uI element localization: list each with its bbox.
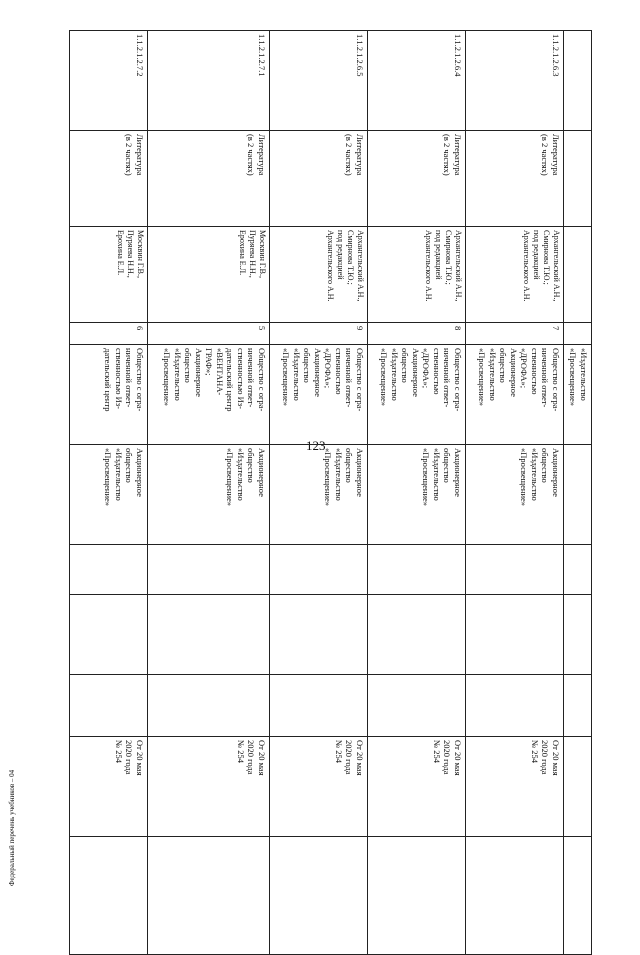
cell-authors: Архангельский А.Н., Смирнова Т.Ю.; под редакцией Архангельского А.Н.	[368, 227, 466, 323]
cell-grade: 8	[368, 323, 466, 345]
cell-order: От 20 мая 2020 года № 254	[148, 737, 270, 837]
textbook-table-rotated	[70, 30, 592, 854]
cell-grade: 5	[148, 323, 270, 345]
cell-title: Литература (в 2 частях)	[466, 131, 564, 227]
cell-rightholder: Акционерное общество «Издательство «Просвещение»	[70, 445, 148, 545]
cell-code: 1.1.2.1.2.6.3	[466, 31, 564, 131]
cell-rightholder: Акционерное общество «Издательство «Просвещение»	[270, 445, 368, 545]
cell-grade: 6	[70, 323, 148, 345]
cell-rightholder: Акционерное общество «Издательство «Просвещение»	[466, 445, 564, 545]
cell-title: Литература (в 2 частях)	[270, 131, 368, 227]
cell-title: Литература (в 2 частях)	[368, 131, 466, 227]
cell-order: От 20 мая 2020 года № 254	[368, 737, 466, 837]
cell-order: От 20 мая 2020 года № 254	[70, 737, 148, 837]
cell-authors: Москвин Г.В., Пуряева Н.Н., Ерохина Е.Л.	[148, 227, 270, 323]
cell-publisher: Общество с огра- ниченной ответ- ственностью «ДРОФА»; Акционерное общество «Издательство «Просвещение»	[270, 345, 368, 445]
cell-code: 1.1.2.1.2.6.4	[368, 31, 466, 131]
cell-order: От 20 мая 2020 года № 254	[270, 737, 368, 837]
cell-code: 1.1.2.1.2.7.1	[148, 31, 270, 131]
textbook-table	[69, 30, 592, 955]
cell-title: Литература (в 2 частях)	[70, 131, 148, 227]
cell-grade: 9	[270, 323, 368, 345]
cell-rightholder: Акционерное общество «Издательство «Просвещение»	[148, 445, 270, 545]
table-row	[368, 31, 466, 955]
cell-publisher: «Издательство «Просвещение»	[564, 345, 592, 445]
continuation-row	[564, 31, 592, 955]
footer-text: Федеральный перечень учебников – 04	[8, 769, 16, 886]
cell-authors: Москвин Г.В., Пуряева Н.Н., Ерохина Е.Л.	[70, 227, 148, 323]
cell-publisher: Общество с огра- ниченной ответ- ственностью «ДРОФА»; Акционерное общество «Издательство «Просвещение»	[368, 345, 466, 445]
cell-authors: Архангельский А.Н., Смирнова Т.Ю.; под редакцией Архангельского А.Н.	[466, 227, 564, 323]
cell-authors: Архангельский А.Н., Смирнова Т.Ю.; под редакцией Архангельского А.Н.	[270, 227, 368, 323]
table-row	[466, 31, 564, 955]
cell-code: 1.1.2.1.2.7.2	[70, 31, 148, 131]
cell-publisher: Общество с огра- ниченной ответ- ственностью Из- дательский центр «ВЕНТАНА- ГРАФ»; Акционерное общество «Издательство «Просвещение»	[148, 345, 270, 445]
cell-order: От 20 мая 2020 года № 254	[466, 737, 564, 837]
cell-publisher: Общество с огра- ниченной ответ- ственностью «ДРОФА»; Акционерное общество «Издательство «Просвещение»	[466, 345, 564, 445]
table-row	[270, 31, 368, 955]
cell-title: Литература (в 2 частях)	[148, 131, 270, 227]
cell-publisher: Общество с огра- ниченной ответ- ственностью Из- дательский центр	[70, 345, 148, 445]
page-number: 123	[306, 438, 326, 453]
cell-grade: 7	[466, 323, 564, 345]
table-row	[70, 31, 148, 955]
cell-code: 1.1.2.1.2.6.5	[270, 31, 368, 131]
table-row	[148, 31, 270, 955]
cell-rightholder: Акционерное общество «Издательство «Просвещение»	[368, 445, 466, 545]
